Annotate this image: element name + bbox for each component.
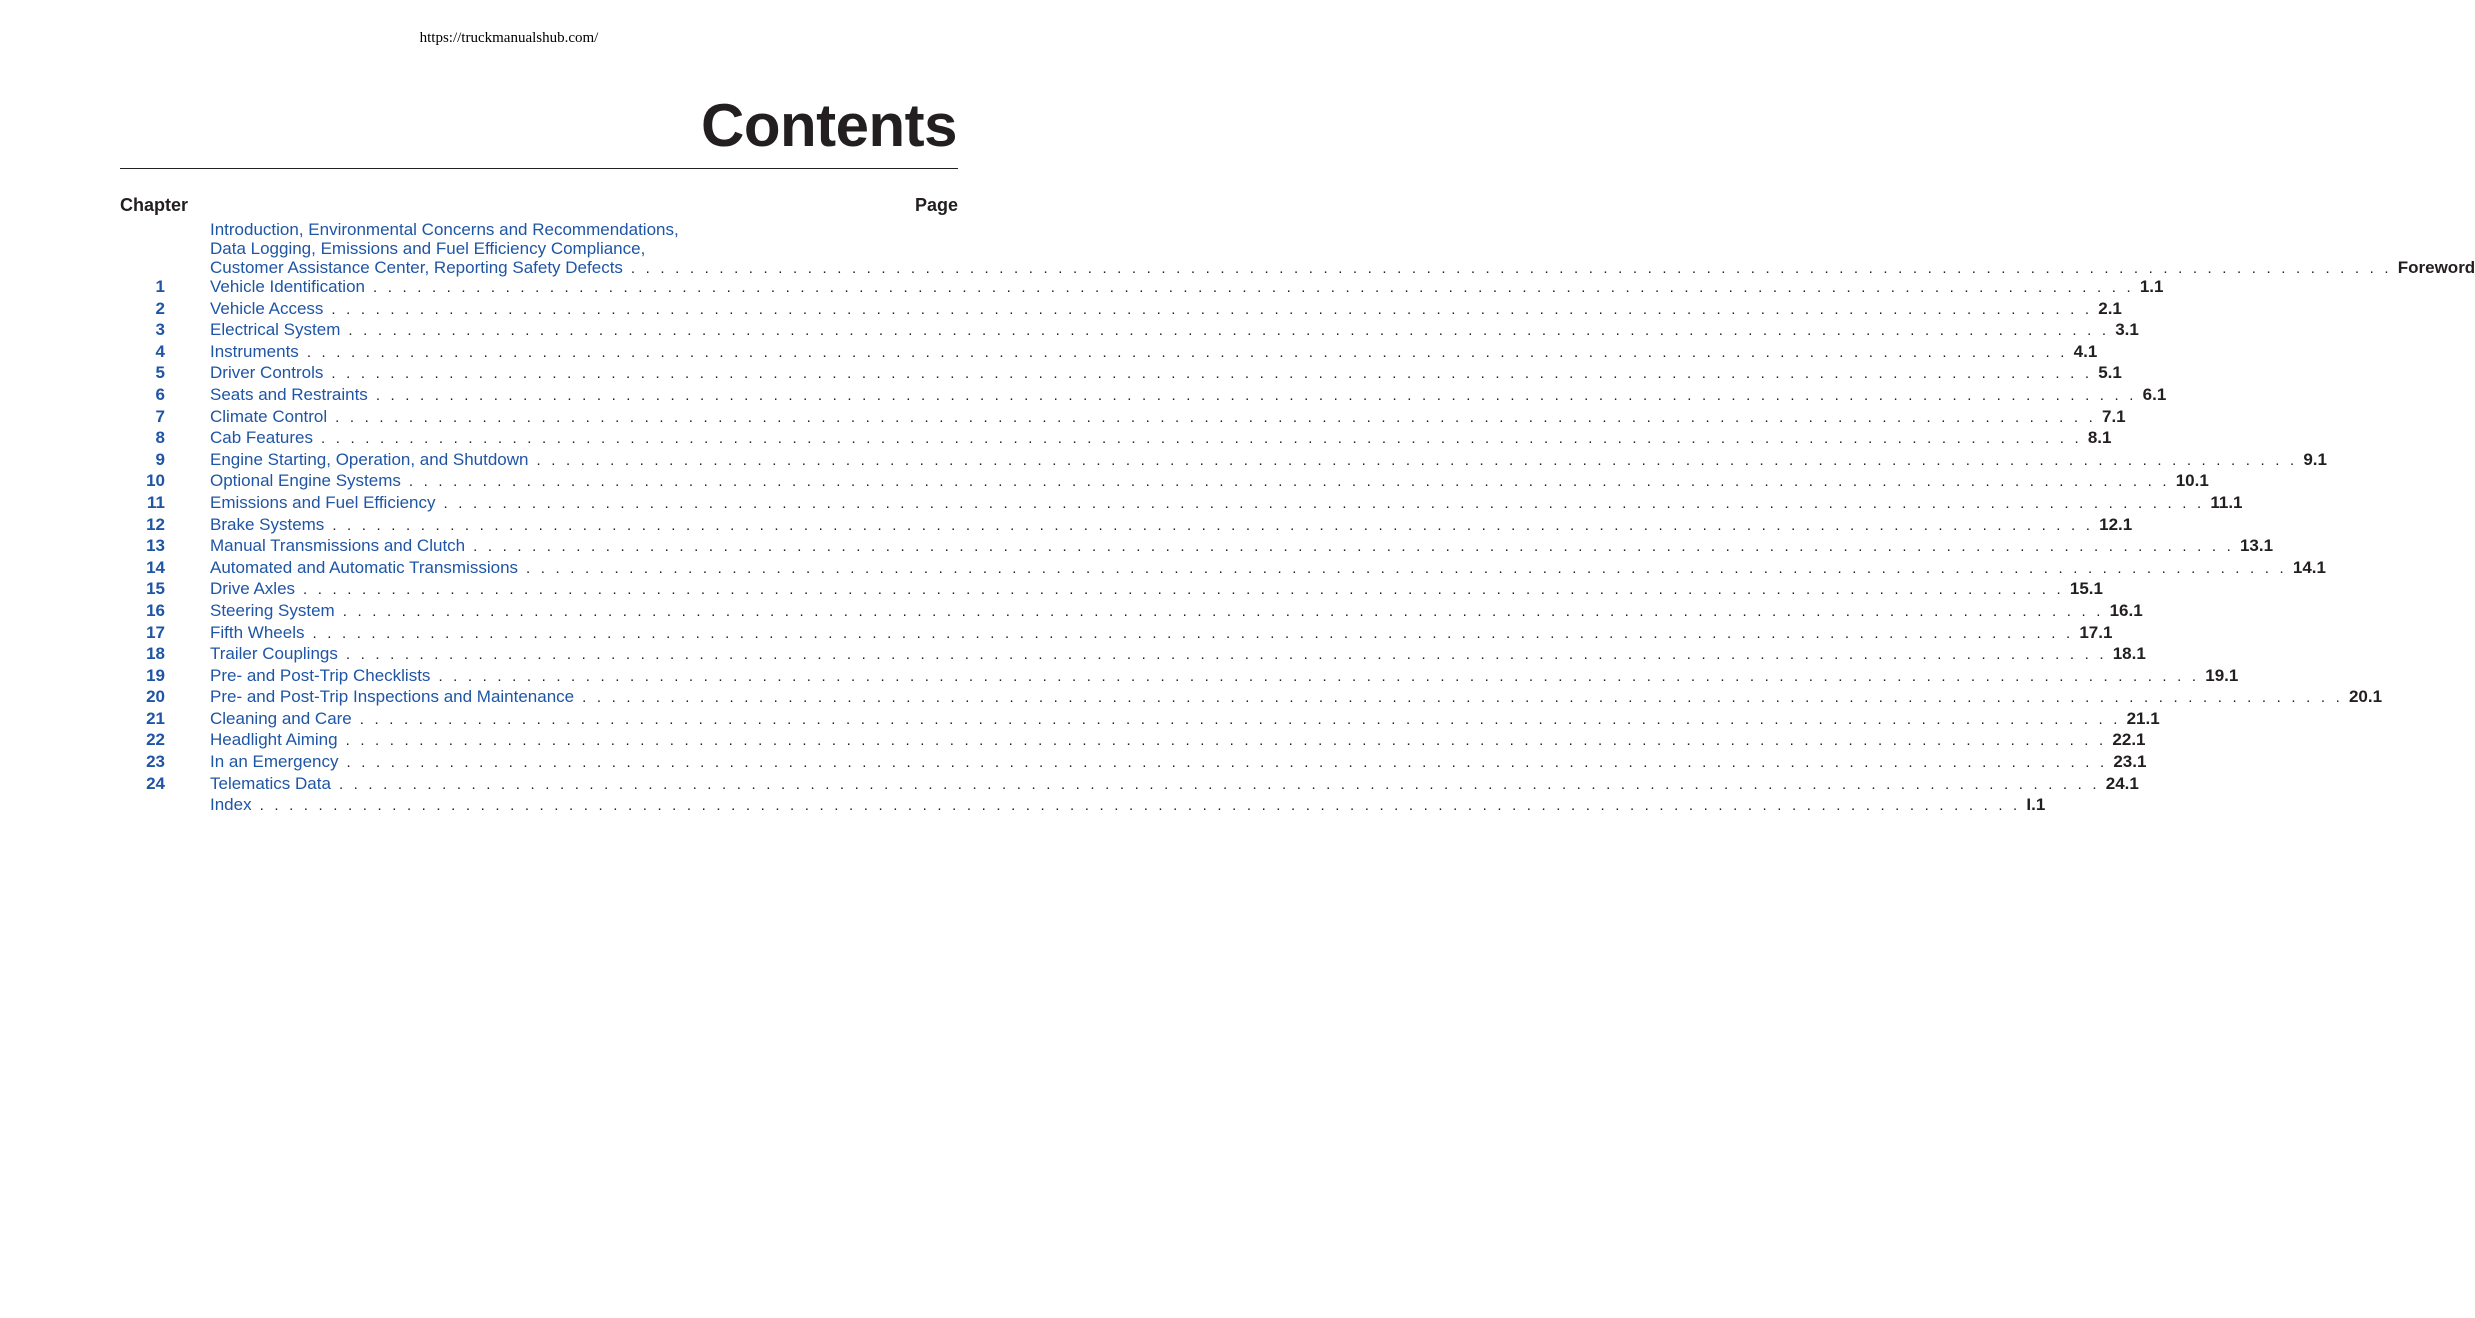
toc-entry[interactable] xyxy=(120,579,2103,601)
intro-line[interactable]: Introduction, Environmental Concerns and Recommendations, xyxy=(210,220,679,239)
toc-page-number: 8.1 xyxy=(2087,428,2112,448)
dot-leader: . . . . . . . . . . . . . . . . . . . . . . . . . . . . . . . . . . . . . . . . . . . . . . . . . . . . . . . . . . . . . . . . . . . . . . . . . . . . . . . . . . . . . . . . . . . . . . . . . . . . . . . . . . . . . . . . . . . . . . . . xyxy=(408,473,2170,491)
toc-entry[interactable] xyxy=(120,665,2239,688)
toc-entry-title[interactable]: Pre- and Post-Trip Checklists xyxy=(210,665,431,685)
toc-entry-title[interactable]: Electrical System xyxy=(210,320,341,340)
dot-leader: . . . . . . . . . . . . . . . . . . . . . . . . . . . . . . . . . . . . . . . . . . . . . . . . . . . . . . . . . . . . . . . . . . . . . . . . . . . . . . . . . . . . . . . . . . . . . . . . . . . . . . . . . . . . . . . . . . . . . . . . xyxy=(303,581,2064,599)
chapter-number: 13 xyxy=(146,536,165,556)
title-divider xyxy=(120,168,958,169)
toc-entry[interactable] xyxy=(120,557,2326,580)
table-of-contents xyxy=(120,220,2475,817)
chapter-number: 10 xyxy=(146,471,165,491)
toc-entry-title[interactable]: Index xyxy=(210,795,252,815)
toc-entry-title[interactable]: Emissions and Fuel Efficiency xyxy=(210,492,436,512)
toc-entry[interactable] xyxy=(120,773,2139,796)
intro-line[interactable]: Data Logging, Emissions and Fuel Efficiency Compliance, xyxy=(210,238,646,258)
toc-entry-title[interactable]: Optional Engine Systems xyxy=(210,471,401,491)
toc-entry-title[interactable]: Vehicle Identification xyxy=(210,277,365,296)
chapter-number: 2 xyxy=(155,298,165,318)
toc-page-number: 15.1 xyxy=(2069,579,2103,599)
dot-leader: . . . . . . . . . . . . . . . . . . . . . . . . . . . . . . . . . . . . . . . . . . . . . . . . . . . . . . . . . . . . . . . . . . . . . . . . . . . . . . . . . . . . . . . . . . . . . . . . . . . . . . . . . . . . . . . . . . . . . . . . xyxy=(346,754,2108,772)
toc-entry[interactable] xyxy=(120,341,2098,364)
toc-entry-title[interactable]: Driver Controls xyxy=(210,363,324,383)
toc-entry[interactable] xyxy=(120,298,2122,321)
toc-entry-title[interactable]: Trailer Couplings xyxy=(210,644,338,664)
chapter-number: 7 xyxy=(155,406,165,426)
chapter-number: 17 xyxy=(146,622,165,642)
dot-leader: . . . . . . . . . . . . . . . . . . . . . . . . . . . . . . . . . . . . . . . . . . . . . . . . . . . . . . . . . . . . . . . . . . . . . . . . . . . . . . . . . . . . . . . . . . . . . . . . . . . . . . . . . . . . . . . . . . . . . . . . xyxy=(630,260,2392,277)
chapter-number: 6 xyxy=(155,384,165,404)
toc-entry[interactable] xyxy=(120,644,2146,666)
toc-entry[interactable] xyxy=(120,471,2209,493)
toc-page-number: 2.1 xyxy=(2098,298,2122,318)
dot-leader: . . . . . . . . . . . . . . . . . . . . . . . . . . . . . . . . . . . . . . . . . . . . . . . . . . . . . . . . . . . . . . . . . . . . . . . . . . . . . . . . . . . . . . . . . . . . . . . . . . . . . . . . . . . . . . . . . . . . . . . . xyxy=(331,300,2093,318)
chapter-list xyxy=(120,277,2383,795)
chapter-number: 23 xyxy=(146,752,165,772)
toc-entry[interactable] xyxy=(120,428,2112,450)
intro-line[interactable]: Customer Assistance Center, Reporting Safety Defects xyxy=(210,258,623,277)
toc-page-number: 13.1 xyxy=(2239,536,2274,556)
toc-page-number: Foreword xyxy=(2397,258,2475,277)
toc-page-number: 6.1 xyxy=(2142,384,2167,404)
chapter-number: 4 xyxy=(155,341,165,361)
chapter-number: 11 xyxy=(147,492,165,512)
chapter-number: 14 xyxy=(146,557,165,577)
toc-page-number: 19.1 xyxy=(2205,665,2239,685)
toc-entry-title[interactable]: Headlight Aiming xyxy=(210,730,338,750)
toc-entry-title[interactable]: Drive Axles xyxy=(210,579,296,599)
toc-page-number: 4.1 xyxy=(2073,341,2098,361)
dot-leader: . . . . . . . . . . . . . . . . . . . . . . . . . . . . . . . . . . . . . . . . . . . . . . . . . . . . . . . . . . . . . . . . . . . . . . . . . . . . . . . . . . . . . . . . . . . . . . . . . . . . . . . . . . . . . . . . . . . . . . . . xyxy=(306,343,2068,361)
toc-page-number: 22.1 xyxy=(2112,730,2146,750)
chapter-number: 20 xyxy=(146,687,165,707)
toc-entry-title[interactable]: Cleaning and Care xyxy=(210,708,352,728)
dot-leader: . . . . . . . . . . . . . . . . . . . . . . . . . . . . . . . . . . . . . . . . . . . . . . . . . . . . . . . . . . . . . . . . . . . . . . . . . . . . . . . . . . . . . . . . . . . . . . . . . . . . . . . . . . . . . . . . . . . . . . . . xyxy=(373,279,2134,296)
dot-leader: . . . . . . . . . . . . . . . . . . . . . . . . . . . . . . . . . . . . . . . . . . . . . . . . . . . . . . . . . . . . . . . . . . . . . . . . . . . . . . . . . . . . . . . . . . . . . . . . . . . . . . . . . . . . . . . . . . . . . . . . xyxy=(331,365,2093,383)
toc-entry-title[interactable]: Engine Starting, Operation, and Shutdown xyxy=(210,449,529,469)
toc-page-number: 3.1 xyxy=(2115,320,2139,340)
dot-leader: . . . . . . . . . . . . . . . . . . . . . . . . . . . . . . . . . . . . . . . . . . . . . . . . . . . . . . . . . . . . . . . . . . . . . . . . . . . . . . . . . . . . . . . . . . . . . . . . . . . . . . . . . . . . . . . . . . . . . . . . xyxy=(312,624,2074,642)
toc-entry-title[interactable]: Brake Systems xyxy=(210,514,325,534)
chapter-number: 3 xyxy=(155,320,165,340)
toc-page-number: 1.1 xyxy=(2139,277,2164,296)
toc-entry[interactable] xyxy=(120,384,2167,407)
chapter-number: 16 xyxy=(146,600,165,620)
dot-leader: . . . . . . . . . . . . . . . . . . . . . . . . . . . . . . . . . . . . . . . . . . . . . . . . . . . . . . . . . . . . . . . . . . . . . . . . . . . . . . . . . . . . . . . . . . . . . . . . . . . . . . . . . . . . . . . . . . . . . . . . xyxy=(259,797,2021,815)
dot-leader: . . . . . . . . . . . . . . . . . . . . . . . . . . . . . . . . . . . . . . . . . . . . . . . . . . . . . . . . . . . . . . . . . . . . . . . . . . . . . . . . . . . . . . . . . . . . . . . . . . . . . . . . . . . . . . . . . . . . . . . . xyxy=(342,602,2104,620)
toc-entry-title[interactable]: Seats and Restraints xyxy=(210,384,368,404)
toc-entry[interactable] xyxy=(120,320,2139,342)
toc-page-number: 21.1 xyxy=(2126,708,2160,728)
chapter-number: 8 xyxy=(155,428,165,448)
toc-page-number: 17.1 xyxy=(2079,622,2113,642)
toc-entry-title[interactable]: Manual Transmissions and Clutch xyxy=(210,536,466,556)
toc-page-number: 7.1 xyxy=(2101,406,2126,426)
dot-leader: . . . . . . . . . . . . . . . . . . . . . . . . . . . . . . . . . . . . . . . . . . . . . . . . . . . . . . . . . . . . . . . . . . . . . . . . . . . . . . . . . . . . . . . . . . . . . . . . . . . . . . . . . . . . . . . . . . . . . . . . xyxy=(526,559,2287,577)
toc-page-number: 14.1 xyxy=(2292,557,2326,577)
toc-page-number: 20.1 xyxy=(2348,687,2383,707)
toc-page-number: I.1 xyxy=(2026,795,2046,815)
chapter-number: 12 xyxy=(146,514,165,534)
dot-leader: . . . . . . . . . . . . . . . . . . . . . . . . . . . . . . . . . . . . . . . . . . . . . . . . . . . . . . . . . . . . . . . . . . . . . . . . . . . . . . . . . . . . . . . . . . . . . . . . . . . . . . . . . . . . . . . . . . . . . . . . xyxy=(536,451,2298,469)
chapter-number: 1 xyxy=(155,277,165,296)
toc-page-number: 16.1 xyxy=(2109,600,2143,620)
toc-entry[interactable] xyxy=(120,449,2327,472)
toc-entry-title[interactable]: Steering System xyxy=(210,600,335,620)
dot-leader: . . . . . . . . . . . . . . . . . . . . . . . . . . . . . . . . . . . . . . . . . . . . . . . . . . . . . . . . . . . . . . . . . . . . . . . . . . . . . . . . . . . . . . . . . . . . . . . . . . . . . . . . . . . . . . . . . . . . . . . . xyxy=(443,494,2205,512)
toc-entry-title[interactable]: Automated and Automatic Transmissions xyxy=(210,557,519,577)
toc-page-number: 10.1 xyxy=(2175,471,2209,491)
toc-page-number: 12.1 xyxy=(2099,514,2133,534)
chapter-number: 15 xyxy=(146,579,165,599)
toc-page-number: 23.1 xyxy=(2113,752,2147,772)
toc-entry-index[interactable] xyxy=(120,795,2046,817)
toc-entry[interactable] xyxy=(120,363,2122,385)
dot-leader: . . . . . . . . . . . . . . . . . . . . . . . . . . . . . . . . . . . . . . . . . . . . . . . . . . . . . . . . . . . . . . . . . . . . . . . . . . . . . . . . . . . . . . . . . . . . . . . . . . . . . . . . . . . . . . . . . . . . . . . . xyxy=(345,732,2107,750)
toc-entry-title[interactable]: Telematics Data xyxy=(210,773,331,793)
chapter-number: 22 xyxy=(146,730,165,750)
toc-page-number: 11.1 xyxy=(2210,492,2243,512)
dot-leader: . . . . . . . . . . . . . . . . . . . . . . . . . . . . . . . . . . . . . . . . . . . . . . . . . . . . . . . . . . . . . . . . . . . . . . . . . . . . . . . . . . . . . . . . . . . . . . . . . . . . . . . . . . . . . . . . . . . . . . . . xyxy=(359,710,2121,728)
toc-entry-title[interactable]: Instruments xyxy=(210,341,299,361)
toc-entry[interactable] xyxy=(120,622,2113,645)
dot-leader: . . . . . . . . . . . . . . . . . . . . . . . . . . . . . . . . . . . . . . . . . . . . . . . . . . . . . . . . . . . . . . . . . . . . . . . . . . . . . . . . . . . . . . . . . . . . . . . . . . . . . . . . . . . . . . . . . . . . . . . . xyxy=(332,516,2094,534)
dot-leader: . . . . . . . . . . . . . . . . . . . . . . . . . . . . . . . . . . . . . . . . . . . . . . . . . . . . . . . . . . . . . . . . . . . . . . . . . . . . . . . . . . . . . . . . . . . . . . . . . . . . . . . . . . . . . . . . . . . . . . . . xyxy=(375,386,2137,404)
toc-entry[interactable] xyxy=(120,492,2243,515)
chapter-column-header: Chapter xyxy=(120,195,189,215)
dot-leader: . . . . . . . . . . . . . . . . . . . . . . . . . . . . . . . . . . . . . . . . . . . . . . . . . . . . . . . . . . . . . . . . . . . . . . . . . . . . . . . . . . . . . . . . . . . . . . . . . . . . . . . . . . . . . . . . . . . . . . . . xyxy=(473,538,2234,556)
dot-leader: . . . . . . . . . . . . . . . . . . . . . . . . . . . . . . . . . . . . . . . . . . . . . . . . . . . . . . . . . . . . . . . . . . . . . . . . . . . . . . . . . . . . . . . . . . . . . . . . . . . . . . . . . . . . . . . . . . . . . . . . xyxy=(335,408,2096,426)
source-url[interactable]: https://truckmanualshub.com/ xyxy=(419,30,599,46)
toc-entry[interactable] xyxy=(120,277,2164,299)
toc-entry-intro[interactable] xyxy=(120,220,2475,277)
toc-entry-title[interactable]: Vehicle Access xyxy=(210,298,324,318)
toc-page-number: 5.1 xyxy=(2098,363,2122,383)
dot-leader: . . . . . . . . . . . . . . . . . . . . . . . . . . . . . . . . . . . . . . . . . . . . . . . . . . . . . . . . . . . . . . . . . . . . . . . . . . . . . . . . . . . . . . . . . . . . . . . . . . . . . . . . . . . . . . . . . . . . . . . . xyxy=(345,646,2107,664)
toc-page-number: 24.1 xyxy=(2105,773,2139,793)
toc-entry[interactable] xyxy=(120,708,2160,731)
page-title: Contents xyxy=(701,92,957,159)
dot-leader: . . . . . . . . . . . . . . . . . . . . . . . . . . . . . . . . . . . . . . . . . . . . . . . . . . . . . . . . . . . . . . . . . . . . . . . . . . . . . . . . . . . . . . . . . . . . . . . . . . . . . . . . . . . . . . . . . . . . . . . . xyxy=(321,430,2082,448)
dot-leader: . . . . . . . . . . . . . . . . . . . . . . . . . . . . . . . . . . . . . . . . . . . . . . . . . . . . . . . . . . . . . . . . . . . . . . . . . . . . . . . . . . . . . . . . . . . . . . . . . . . . . . . . . . . . . . . . . . . . . . . . xyxy=(338,775,2100,793)
chapter-number: 18 xyxy=(146,644,165,664)
chapter-number: 24 xyxy=(146,773,165,793)
chapter-number: 5 xyxy=(155,363,165,383)
toc-entry[interactable] xyxy=(120,536,2274,558)
toc-entry-title[interactable]: Fifth Wheels xyxy=(210,622,305,642)
toc-entry[interactable] xyxy=(120,406,2126,429)
chapter-number: 9 xyxy=(155,449,165,469)
toc-entry[interactable] xyxy=(120,752,2147,774)
toc-entry[interactable] xyxy=(120,600,2143,623)
chapter-number: 21 xyxy=(146,708,165,728)
dot-leader: . . . . . . . . . . . . . . . . . . . . . . . . . . . . . . . . . . . . . . . . . . . . . . . . . . . . . . . . . . . . . . . . . . . . . . . . . . . . . . . . . . . . . . . . . . . . . . . . . . . . . . . . . . . . . . . . . . . . . . . . xyxy=(438,667,2200,685)
toc-entry-title[interactable]: In an Emergency xyxy=(210,752,339,772)
toc-entry[interactable] xyxy=(120,687,2383,709)
toc-entry[interactable] xyxy=(120,730,2146,752)
toc-page-number: 18.1 xyxy=(2112,644,2146,664)
chapter-number: 19 xyxy=(146,665,165,685)
toc-entry[interactable] xyxy=(120,514,2133,537)
toc-page-number: 9.1 xyxy=(2303,449,2327,469)
toc-entry-title[interactable]: Cab Features xyxy=(210,428,313,448)
toc-entry-title[interactable]: Climate Control xyxy=(210,406,328,426)
dot-leader: . . . . . . . . . . . . . . . . . . . . . . . . . . . . . . . . . . . . . . . . . . . . . . . . . . . . . . . . . . . . . . . . . . . . . . . . . . . . . . . . . . . . . . . . . . . . . . . . . . . . . . . . . . . . . . . . . . . . . . . . xyxy=(582,689,2343,707)
page-column-header: Page xyxy=(914,195,958,215)
toc-entry-title[interactable]: Pre- and Post-Trip Inspections and Maintenance xyxy=(210,687,575,707)
dot-leader: . . . . . . . . . . . . . . . . . . . . . . . . . . . . . . . . . . . . . . . . . . . . . . . . . . . . . . . . . . . . . . . . . . . . . . . . . . . . . . . . . . . . . . . . . . . . . . . . . . . . . . . . . . . . . . . . . . . . . . . . xyxy=(348,322,2110,340)
